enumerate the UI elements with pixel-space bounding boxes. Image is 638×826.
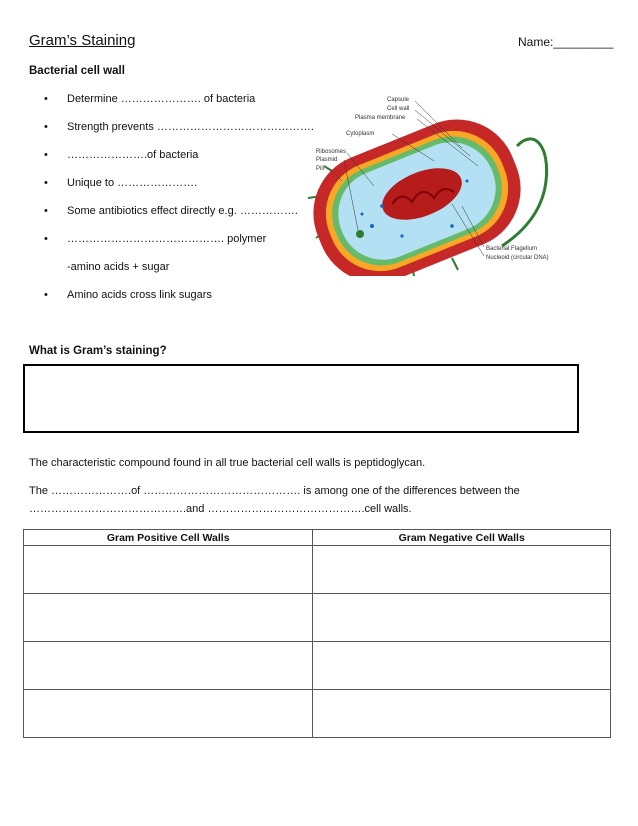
section-heading-grams-staining: What is Gram’s staining? [29, 345, 167, 357]
page-title: Gram’s Staining [29, 32, 136, 49]
table-cell[interactable] [24, 690, 313, 738]
section-heading-cell-wall: Bacterial cell wall [29, 65, 125, 77]
label-pili: Pili [316, 166, 325, 172]
sub-note: -amino acids + sugar [67, 261, 170, 273]
table-row [24, 690, 611, 738]
label-nucleoid: Nucleoid (circular DNA) [486, 255, 549, 261]
table-cell[interactable] [313, 690, 611, 738]
bullet-icon: • [44, 289, 48, 301]
list-item: • Unique to …………………. [44, 177, 198, 189]
list-item: • Some antibiotics effect directly e.g. ……………. [44, 205, 298, 217]
table-cell[interactable] [313, 546, 611, 594]
bullet-icon: • [44, 177, 48, 189]
plasmid-shape [356, 230, 364, 238]
label-flagellum: Bacterial Flagellum [486, 246, 538, 252]
table-cell[interactable] [24, 642, 313, 690]
list-item: • ……………………………………. polymer [44, 233, 267, 245]
list-item: • Strength prevents ……………………………………. [44, 121, 314, 133]
column-header-gram-negative: Gram Negative Cell Walls [313, 530, 611, 546]
paragraph-fill-line-2: …………………………………….and …………………………………….cell walls. [29, 503, 412, 515]
table-cell[interactable] [24, 594, 313, 642]
list-item: • Determine …………………. of bacteria [44, 93, 256, 105]
paragraph-fill-line-1: The ………………….of ……………………………………. is among one of the differences between the [29, 485, 520, 497]
bullet-icon: • [44, 205, 48, 217]
answer-box[interactable] [23, 364, 579, 433]
table-cell[interactable] [24, 546, 313, 594]
list-item: • ………………….of bacteria [44, 149, 199, 161]
table-cell[interactable] [313, 642, 611, 690]
bullet-icon: • [44, 121, 48, 133]
bullet-icon: • [44, 149, 48, 161]
bullet-icon: • [44, 233, 48, 245]
name-field-label: Name:_________ [518, 35, 614, 49]
label-capsule: Capsule [387, 97, 410, 103]
label-cytoplasm: Cytoplasm [346, 131, 375, 137]
bacterial-cell-diagram [302, 86, 554, 276]
label-plasma-membrane: Plasma membrane [355, 115, 406, 121]
table-row [24, 642, 611, 690]
cell-wall-comparison-table [23, 529, 611, 738]
paragraph-peptidoglycan: The characteristic compound found in all true bacterial cell walls is peptidoglycan. [29, 457, 426, 469]
table-header-row [24, 530, 611, 546]
table-row [24, 546, 611, 594]
label-cell-wall: Cell wall [387, 106, 410, 112]
bullet-icon: • [44, 93, 48, 105]
label-ribosomes: Ribosomes [316, 149, 347, 155]
cell-wall-bullet-list [44, 92, 314, 316]
table-row [24, 594, 611, 642]
table-cell[interactable] [313, 594, 611, 642]
list-item: • Amino acids cross link sugars [44, 289, 212, 301]
label-plasmid: Plasmid [316, 157, 338, 163]
column-header-gram-positive: Gram Positive Cell Walls [24, 530, 313, 546]
